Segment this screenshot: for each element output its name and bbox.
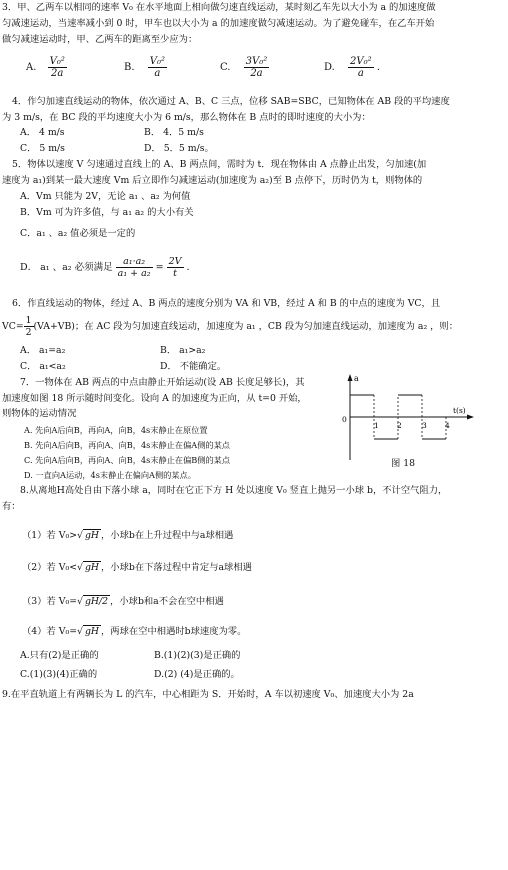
q8-case-1-radicand: gH [84,530,99,541]
fig18-origin: 0 [342,415,347,424]
q3-option-a-den: 2a [51,68,64,79]
q3-option-c-num: 3V₀² [245,56,268,67]
q7-stem-line3: 则物体的运动情况 [2,408,77,419]
q3-option-b [124,56,167,79]
q5-option-b: B．Vm 可为许多值，与 a₁ a₂ 的大小有关 [20,207,194,218]
q5-option-d-den2: t [173,268,177,279]
q8-case-3-prefix: （3）若 V₀= [22,596,77,607]
q8-option-a: A.只有(2)是正确的 [20,650,99,661]
q3-option-b-den: a [154,68,161,79]
q7-option-d: D. 一直向A运动，4s末静止在偏向A侧的某点。 [24,470,196,480]
q7-stem-line2: 加速度如图 18 所示随时间变化。设向 A 的加速度为正向，从 t=0 开始， [2,393,307,404]
q5-option-a: A．Vm 只能为 2V，无论 a₁ 、a₂ 为何值 [20,191,191,202]
fig18-tick-1: 1 [374,421,379,430]
q4-stem-line2: 为 3 m/s，在 BC 段的平均速度大小为 6 m/s，那么物体在 B 点时的即时速度的大小为： [2,112,371,123]
q3-option-a-label: A. [26,62,37,73]
q3-option-b-fraction [148,56,167,79]
q6-option-d: D． 不能确定。 [160,361,227,372]
fig18-tick-4: 4 [445,421,450,430]
q4-option-d: D． 5．5 m/s。 [144,143,214,154]
q5-option-d-num2: 2V [168,256,182,267]
q3-option-a-fraction [48,56,67,79]
q3-option-b-num: V₀² [149,56,165,67]
q5-option-d-prefix: D． a₁ 、a₂ 必须满足 [20,262,113,273]
q3-option-d-fraction [348,56,374,79]
q3-stem-line1: 3．甲、乙两车以相同的速率 V₀ 在水平地面上相向做匀速直线运动，某时刻乙车先以大小为 a 的加速度做 [2,2,436,13]
q8-case-3: （3）若 V₀=√ gH/2 ，小球b和a不会在空中相遇 [22,596,224,607]
q8-option-d: D.(2) (4)是正确的。 [154,669,240,680]
q3-option-a-num: V₀² [49,56,65,67]
q4-option-c: C． 5 m/s [20,143,65,154]
q5-option-d [20,256,196,279]
q6-stem-line2 [2,315,458,338]
q5-option-d-equals: = [155,262,164,273]
q8-case-1-prefix: （1）若 V₀> [22,530,77,541]
q4-option-b: B． 4．5 m/s [144,127,204,138]
q8-case-2: （2）若 V₀<√ gH ，小球b在下落过程中肯定与a球相遇 [22,562,252,573]
q3-option-d-num: 2V₀² [350,56,372,67]
q8-case-1: （1）若 V₀>√ gH ，小球b在上升过程中与a球相遇 [22,530,234,541]
fig18-y-label: a [354,374,359,383]
q6-half-den: 2 [25,327,32,338]
q8-case-3-text: ，小球b和a不会在空中相遇 [110,596,224,607]
q7-option-c: C. 先向A后向B，再向A、向B，4s末静止在偏B侧的某点 [24,455,231,465]
q8-case-2-radicand: gH [84,562,99,573]
fig18-tick-3: 3 [422,421,427,430]
q4-option-a: A． 4 m/s [20,127,65,138]
q8-case-4-prefix: （4）若 V₀= [22,626,77,637]
q3-option-d [324,56,387,79]
q6-option-b: B． a₁>a₂ [160,345,206,356]
q5-option-d-den1: a₁ + a₂ [117,268,151,279]
q3-option-a [26,56,67,79]
q8-case-1-text: ，小球b在上升过程中与a球相遇 [101,530,234,541]
q3-stem-line2: 匀减速运动，当速率减小到 0 时，甲车也以大小为 a 的加速度做匀减速运动。为了避免碰车，在乙车开始 [2,18,435,29]
q8-option-c: C.(1)(3)(4)正确的 [20,669,98,680]
q8-case-4: （4）若 V₀=√ gH ，两球在空中相遇时b球速度为零。 [22,626,247,637]
q3-option-c-den: 2a [250,68,263,79]
q6-stem-prefix: VC= [2,321,24,332]
q5-option-d-fraction1 [116,256,153,279]
q3-option-b-label: B. [124,62,135,73]
q6-option-a: A． a₁=a₂ [20,345,66,356]
q8-option-b: B.(1)(2)(3)是正确的 [154,650,241,661]
q3-option-d-den: a [357,68,364,79]
fig18-tick-2: 2 [397,421,402,430]
q7-stem-line1: 7．一物体在 AB 两点的中点由静止开始运动(设 AB 长度足够长)，其 [20,377,305,388]
q3-option-c-fraction [244,56,270,79]
q8-stem-line1: 8.从离地H高处自由下落小球 a，同时在它正下方 H 处以速度 V₀ 竖直上抛另一小球 b，不计空气阻力， [20,485,448,496]
fig18-x-arrow [467,415,474,420]
q8-case-2-prefix: （2）若 V₀< [22,562,77,573]
q7-option-b: B. 先向A后向B，再向A、向B，4s末静止在偏A侧的某点 [24,440,230,450]
q8-stem-line2: 有： [2,501,21,512]
q5-option-d-num1: a₁·a₂ [116,256,153,268]
q4-stem-line1: 4．作匀加速直线运动的物体，依次通过 A、B、C 三点，位移 SAB=SBC，已知物体在 AB 段的平均速度 [12,96,450,107]
q8-case-4-radicand: gH [84,626,99,637]
q3-option-c-label: C. [220,62,231,73]
q6-option-c: C． a₁<a₂ [20,361,66,372]
q6-half-fraction [24,315,34,338]
q3-end-mark: ． [376,62,387,73]
q8-case-4-text: ，两球在空中相遇时b球速度为零。 [101,626,247,637]
q8-case-3-radicand: gH/2 [84,596,109,607]
q5-option-c: C．a₁ 、a₂ 值必须是一定的 [20,228,136,239]
fig18-y-arrow [348,374,353,381]
fig18-x-label: t(s) [453,406,466,415]
q3-option-c [220,56,269,79]
figure-18-caption: 图 18 [391,458,416,469]
q5-stem-line2: 速度为 a₁)到某一最大速度 Vm 后立即作匀减速运动(加速度为 a₂)至 B 点停下，历时仍为 t，则物体的 [2,175,423,186]
q7-option-a: A. 先向A后向B，再向A，向B，4s末静止在原位置 [24,425,208,435]
q3-option-d-label: D. [324,62,335,73]
q5-stem-line1: 5．物体以速度 V 匀速通过直线上的 A、B 两点间，需时为 t．现在物体由 A 点静止出发，匀加速(加 [12,159,427,170]
q6-half-num: 1 [25,315,32,326]
q5-option-d-fraction2 [167,256,184,279]
q9-stem-line1: 9.在平直轨道上有两辆长为 L 的汽车，中心相距为 S．开始时，A 车以初速度 V₀、加速度大小为 2a [2,689,414,700]
q8-case-2-text: ，小球b在下落过程中肯定与a球相遇 [101,562,252,573]
q3-stem-line3: 做匀减速运动时，甲、乙两车的距离至少应为： [2,34,198,45]
q6-stem-line1: 6．作直线运动的物体，经过 A、B 两点的速度分别为 VA 和 VB，经过 A 和 B 的中点的速度为 VC，且 [12,298,441,309]
q6-stem-rest: (VA+VB)；在 AC 段为匀加速直线运动，加速度为 a₁ ，CB 段为匀加速直线运动，加速度为 a₂ ，则： [33,321,459,332]
q5-option-d-end: ． [186,262,197,273]
